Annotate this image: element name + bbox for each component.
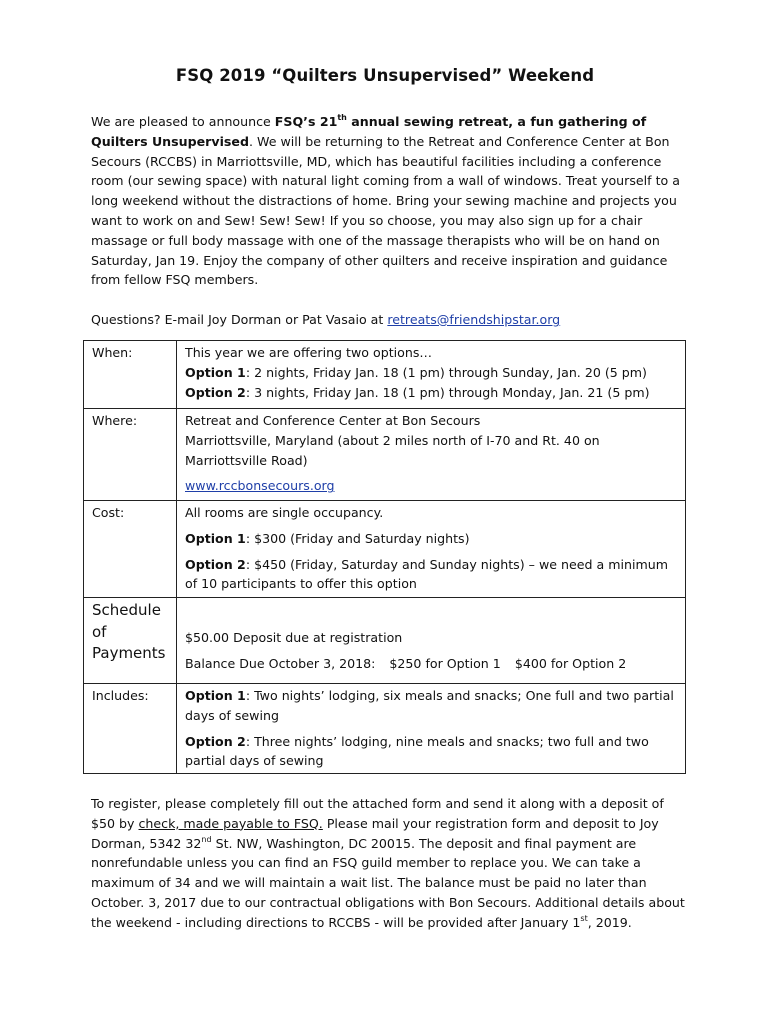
table-row: [84, 409, 686, 501]
cost-value: All rooms are single occupancy. Option 1: $300 (Friday and Saturday nights) Option 2: $450 (Friday, Saturday and Sunday nights) – we need a minimum of 10 participants to offer this option: [177, 501, 686, 598]
registration-paragraph: To register, please completely fill out the attached form and send it along with a deposit of $50 by check, made payable to FSQ. Please mail your registration form and deposit to Joy Dorman, 5342 32nd St. NW, Washington, DC 20015. The deposit and final payment are nonrefundable unless you can find an FSQ guild member to replace you. We can take a maximum of 34 and we will maintain a wait list. The balance must be paid no later than October. 3, 2017 due to our contractual obligations with Bon Secours. Additional details about the weekend - including directions to RCCBS - will be provided after January 1st, 2019.: [91, 796, 685, 930]
table-row: [84, 598, 686, 684]
document-title: FSQ 2019 “Quilters Unsupervised” Weekend: [175, 66, 595, 85]
table-row: [84, 341, 686, 409]
includes-label: Includes:: [84, 684, 177, 774]
where-label: Where:: [84, 409, 177, 501]
when-value: This year we are offering two options… Option 1: 2 nights, Friday Jan. 18 (1 pm) through Sunday, Jan. 20 (5 pm) Option 2: 3 nights, Friday Jan. 18 (1 pm) through Monday, Jan. 21 (5 pm): [177, 341, 686, 409]
cost-label: Cost:: [84, 501, 177, 598]
email-link[interactable]: retreats@friendshipstar.org: [387, 312, 561, 327]
intro-body-text: . We will be returning to the Retreat and Conference Center at Bon Secours (RCCBS) in Marriottsville, MD, which has beautiful facilities including a conference room (our sewing space) with natural light coming from a wall of windows. Treat yourself to a long weekend without the distractions of home. Bring your sewing machine and projects you want to work on and Sew! Sew! Sew! If you so choose, you may also sign up for a chair massage or full body massage with one of the massage therapists who will be on hand on Saturday, Jan 19. Enjoy the company of other quilters and receive inspiration and guidance from fellow FSQ members.: [91, 133, 680, 288]
intro-paragraph: [91, 112, 691, 290]
retreat-details-table: [83, 340, 686, 774]
questions-text: Questions? E-mail Joy Dorman or Pat Vasaio at: [91, 312, 388, 327]
table-row: [84, 501, 686, 598]
when-label: When:: [84, 341, 177, 409]
schedule-value: $50.00 Deposit due at registration Balance Due October 3, 2018: $250 for Option 1 $400 for Option 2: [177, 598, 686, 684]
venue-website-link[interactable]: www.rccbonsecours.org: [185, 478, 335, 494]
intro-bold-text: FSQ’s 21th annual sewing retreat, a fun gathering of Quilters Unsupervised: [91, 113, 647, 149]
table-row: [84, 684, 686, 774]
where-value: Retreat and Conference Center at Bon Secours Marriottsville, Maryland (about 2 miles north of I-70 and Rt. 40 on Marriottsville Road) www.rccbonsecours.org: [177, 409, 686, 501]
intro-lead-text: We are pleased to announce: [91, 114, 275, 129]
payment-instruction: check, made payable to FSQ.: [138, 815, 323, 831]
questions-line: [91, 310, 691, 330]
includes-value: Option 1: Two nights’ lodging, six meals and snacks; One full and two partial days of sewing Option 2: Three nights’ lodging, nine meals and snacks; two full and two partial days of sewing: [177, 684, 686, 774]
schedule-label: Schedule of Payments: [84, 598, 177, 684]
